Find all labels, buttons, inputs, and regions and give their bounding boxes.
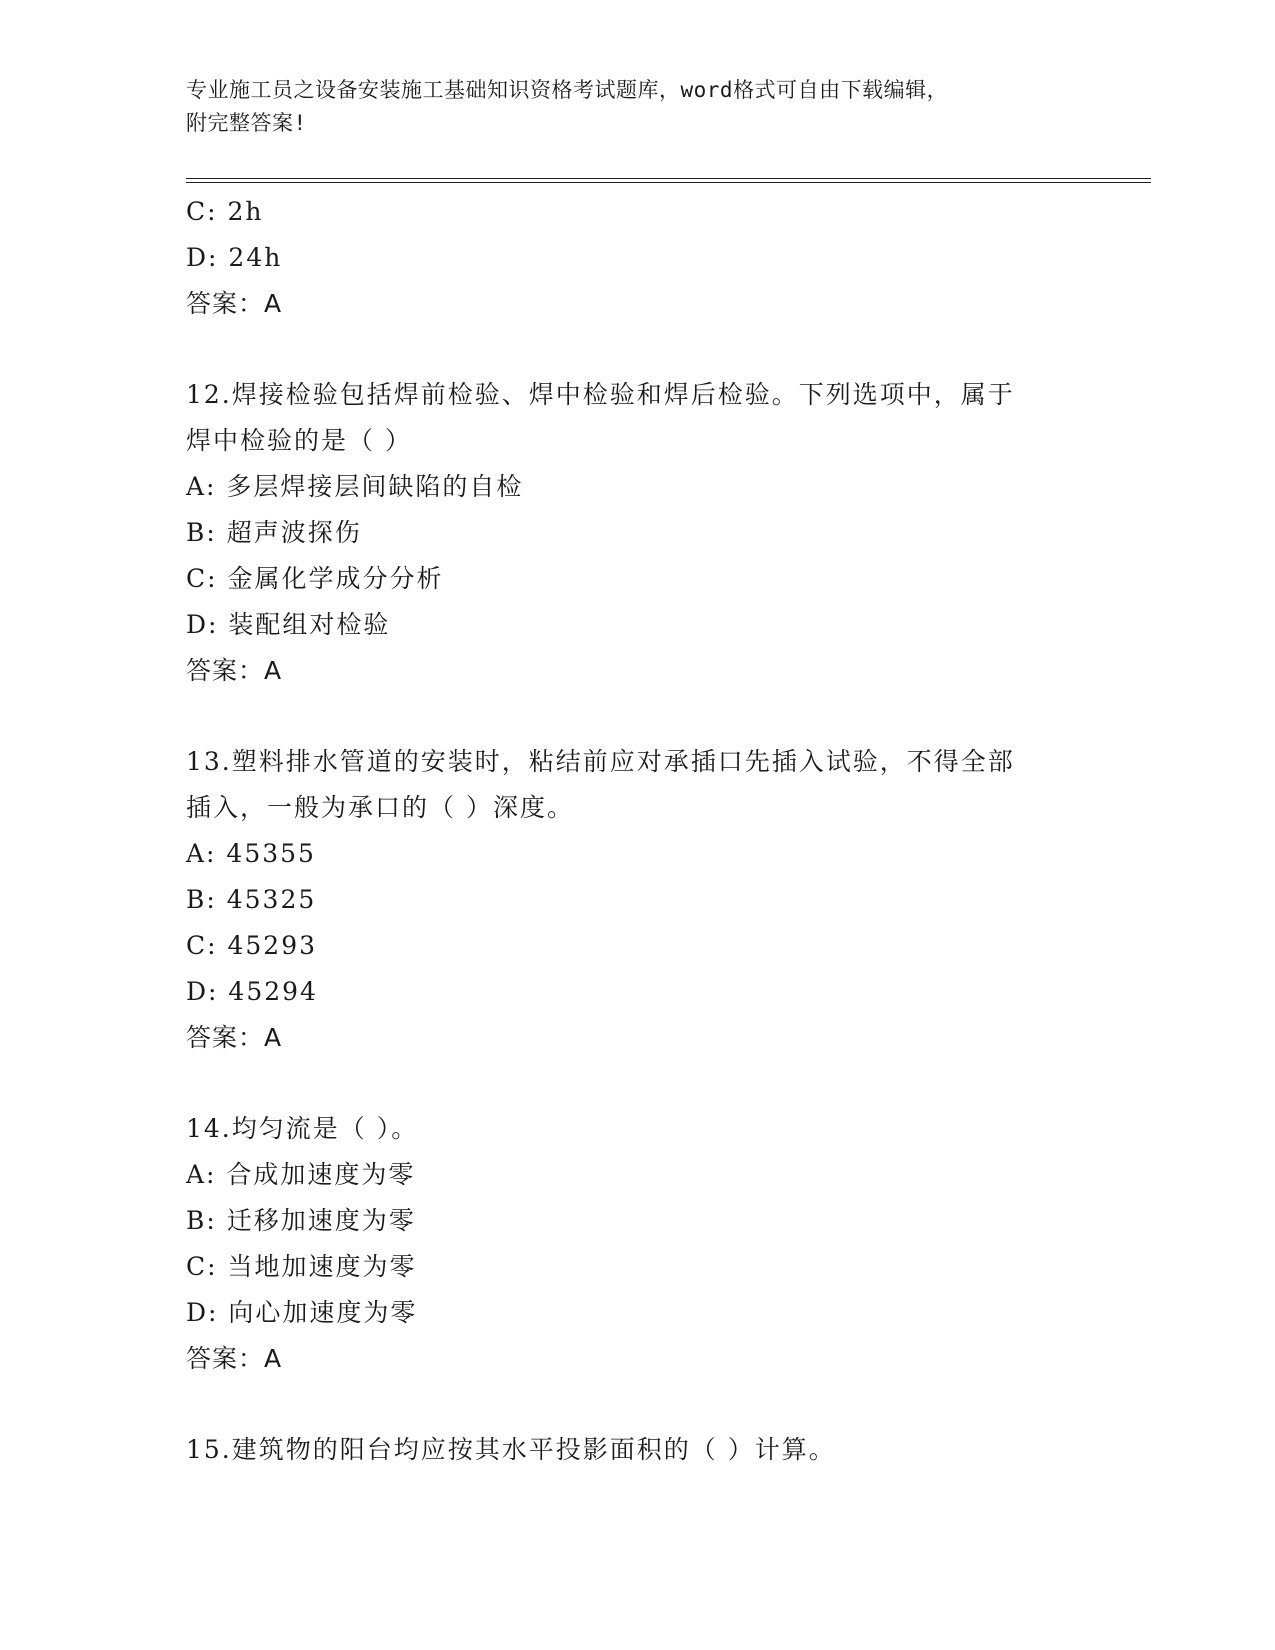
option-a: A: 多层焊接层间缺陷的自检: [186, 472, 524, 501]
option-c: C: 金属化学成分分析: [186, 564, 444, 593]
question-13: [186, 739, 1136, 1061]
option-d: D: 24h: [186, 243, 283, 272]
question-14: [186, 1106, 1136, 1382]
question-11-continued: [186, 189, 1136, 327]
question-gap: [186, 1382, 1136, 1427]
header-line-1: 专业施工员之设备安装施工基础知识资格考试题库，word格式可自由下载编辑，: [186, 78, 949, 102]
question-stem: 12.焊接检验包括焊前检验、焊中检验和焊后检验。下列选项中，属于: [186, 380, 1015, 409]
option-b: B: 迁移加速度为零: [186, 1206, 416, 1235]
option-c: C: 45293: [186, 931, 318, 960]
option-a: A: 合成加速度为零: [186, 1160, 416, 1189]
question-gap: [186, 327, 1136, 372]
answer-line: 答案：A: [186, 1344, 283, 1373]
answer-line: 答案：A: [186, 289, 283, 318]
question-stem: 14.均匀流是（ ）。: [186, 1114, 419, 1143]
answer-line: 答案：A: [186, 1023, 283, 1052]
answer-line: 答案：A: [186, 656, 283, 685]
document-header: [186, 74, 1086, 140]
option-b: B: 45325: [186, 885, 317, 914]
question-stem: 插入，一般为承口的（ ）深度。: [186, 793, 574, 822]
question-gap: [186, 1061, 1136, 1106]
question-stem: 焊中检验的是（ ）: [186, 426, 412, 455]
option-c: C: 2h: [186, 197, 264, 226]
question-list: [186, 189, 1136, 1473]
question-stem: 15.建筑物的阳台均应按其水平投影面积的（ ）计算。: [186, 1435, 836, 1464]
question-12: [186, 372, 1136, 694]
option-d: D: 向心加速度为零: [186, 1298, 418, 1327]
question-15: [186, 1427, 1136, 1473]
option-c: C: 当地加速度为零: [186, 1252, 417, 1281]
option-a: A: 45355: [186, 839, 316, 868]
header-line-2: 附完整答案!: [186, 111, 307, 135]
option-b: B: 超声波探伤: [186, 518, 362, 547]
header-double-rule: [186, 178, 1151, 183]
option-d: D: 45294: [186, 977, 318, 1006]
question-gap: [186, 694, 1136, 739]
question-stem: 13.塑料排水管道的安装时，粘结前应对承插口先插入试验，不得全部: [186, 747, 1015, 776]
option-d: D: 装配组对检验: [186, 610, 391, 639]
